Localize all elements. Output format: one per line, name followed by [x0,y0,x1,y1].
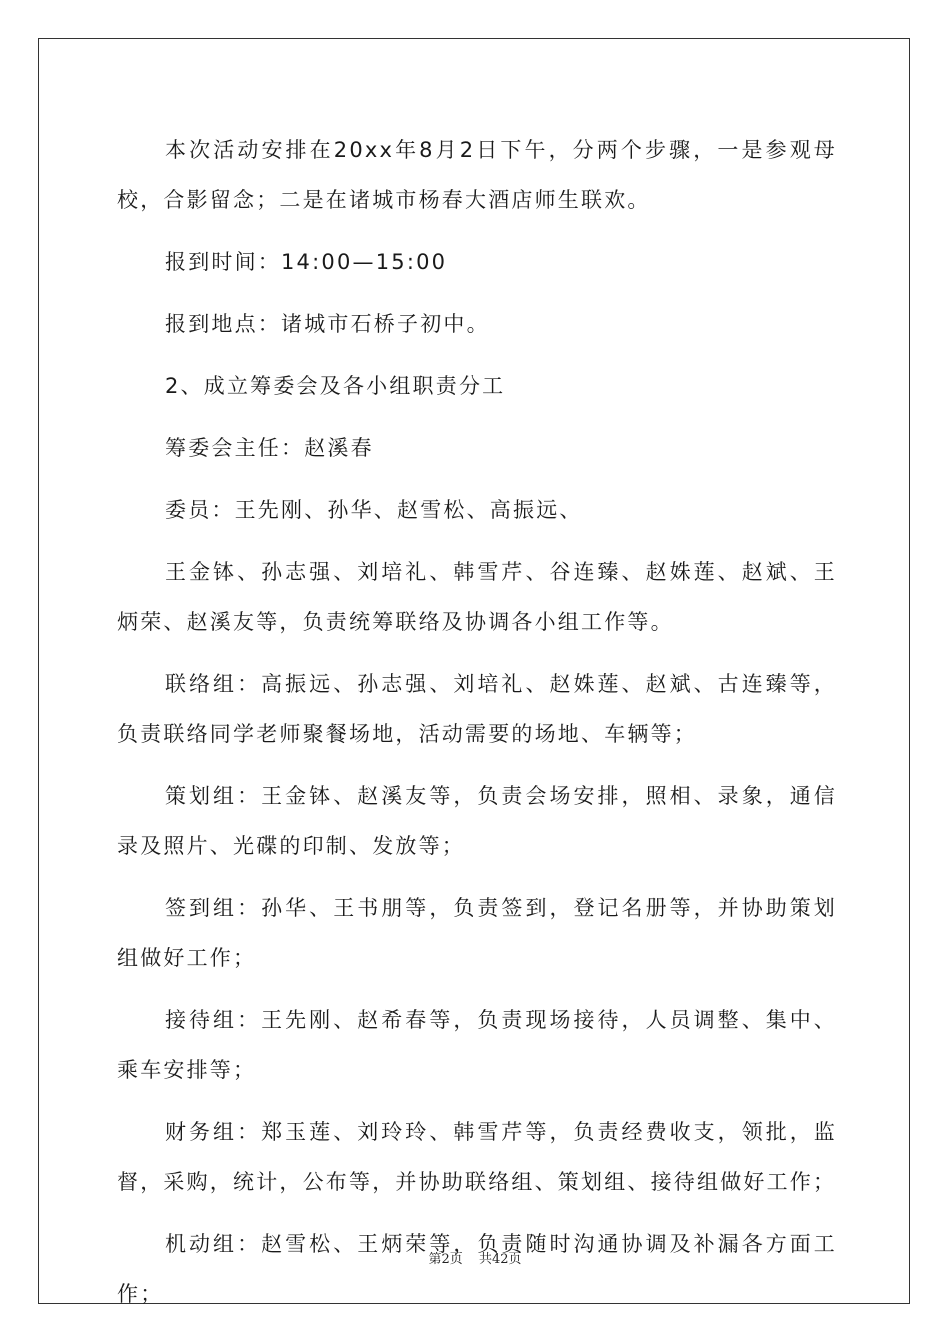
paragraph: 接待组：王先刚、赵希春等，负责现场接待，人员调整、集中、乘车安排等； [117,1008,837,1082]
paragraph: 王金钵、孙志强、刘培礼、韩雪芹、谷连臻、赵姝莲、赵斌、王炳荣、赵溪友等，负责统筹联络及协调各小组工作等。 [117,560,837,634]
paragraph: 签到组：孙华、王书朋等，负责签到，登记名册等，并协助策划组做好工作； [117,896,837,970]
paragraph: 财务组：郑玉莲、刘玲玲、韩雪芹等，负责经费收支，领批，监督，采购，统计，公布等，并协助联络组、策划组、接待组做好工作； [117,1120,837,1194]
paragraph: 本次活动安排在20xx年8月2日下午，分两个步骤，一是参观母校，合影留念；二是在诸城市杨春大酒店师生联欢。 [117,138,837,212]
current-page-number: 第2页 [428,1252,463,1267]
total-pages: 共42页 [478,1252,522,1267]
paragraph: 报到地点：诸城市石桥子初中。 [165,312,490,336]
page-footer [0,1248,950,1267]
paragraph: 机动组：赵雪松、王炳荣等，负责随时沟通协调及补漏各方面工作； [117,1232,837,1306]
paragraph: 委员：王先刚、孙华、赵雪松、高振远、 [165,498,583,522]
paragraph: 2、成立筹委会及各小组职责分工 [165,374,506,398]
paragraph: 联络组：高振远、孙志强、刘培礼、赵姝莲、赵斌、古连臻等，负责联络同学老师聚餐场地，活动需要的场地、车辆等； [117,672,837,746]
paragraph: 筹委会主任：赵溪春 [165,436,374,460]
document-body [117,125,837,1331]
paragraph: 报到时间：14:00—15:00 [165,250,448,274]
paragraph: 策划组：王金钵、赵溪友等，负责会场安排，照相、录象，通信录及照片、光碟的印制、发放等； [117,784,837,858]
